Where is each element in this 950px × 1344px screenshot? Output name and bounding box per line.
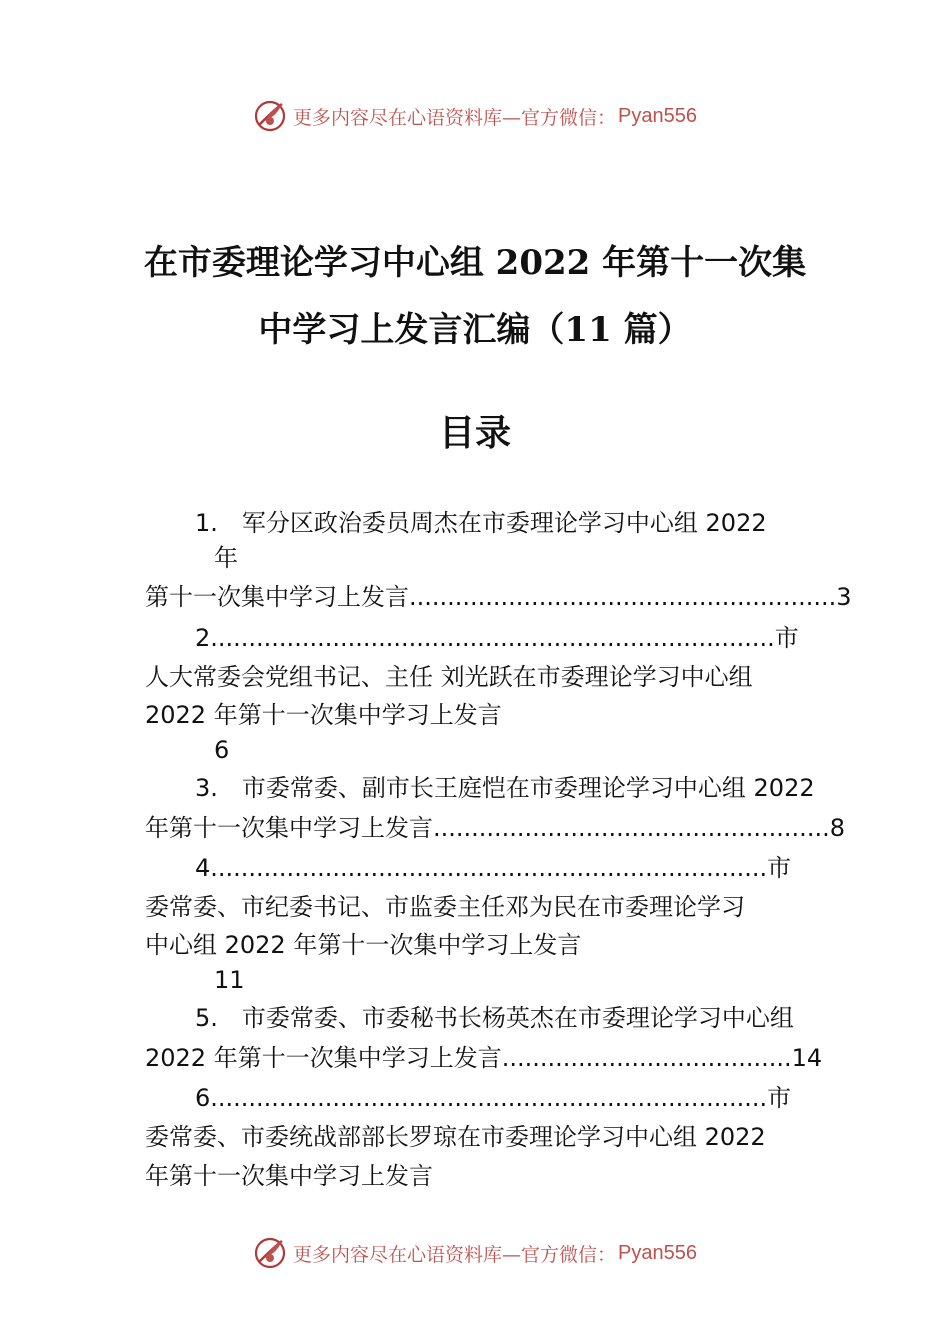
header-banner [0,96,950,136]
toc-line: 委常委、市纪委书记、市监委主任邓为民在市委理论学习 [145,893,745,921]
wechat-handle: Pyan556 [618,104,697,127]
banner-text: 更多内容尽在心语资料库—官方微信： [293,1243,617,1266]
toc-line: 6 [214,736,230,764]
toc-line: 11 [214,966,245,994]
document-title-line-1: 在市委理论学习中心组 2022 年第十一次集 [143,243,807,283]
footer-banner [0,1233,950,1273]
toc-line: 6.........................................................................市 [195,1084,792,1112]
toc-line: 5. 市委常委、市委秘书长杨英杰在市委理论学习中心组 [195,1004,794,1032]
toc-line: 年第十一次集中学习上发言 [145,1162,433,1190]
toc-line: 2..........................................................................市 [195,624,799,652]
toc-line: 中心组 2022 年第十一次集中学习上发言 [145,931,582,959]
document-title-line-2: 中学习上发言汇编（11 篇） [258,310,692,350]
toc-line: 年 [214,544,238,572]
toc-heading: 目录 [438,412,511,454]
toc-line: 年第十一次集中学习上发言....................................................8 [145,814,845,842]
wechat-handle: Pyan556 [618,1241,697,1264]
toc-line: 4.........................................................................市 [195,854,792,882]
banner-text: 更多内容尽在心语资料库—官方微信： [293,106,617,129]
toc-line: 2022 年第十一次集中学习上发言......................................14 [145,1044,823,1072]
toc-line: 1. 军分区政治委员周杰在市委理论学习中心组 2022 [195,509,767,537]
feather-logo-icon [253,99,287,133]
feather-logo-icon [253,1236,287,1270]
toc-line: 人大常委会党组书记、主任 刘光跃在市委理论学习中心组 [145,663,753,691]
toc-line: 委常委、市委统战部部长罗琼在市委理论学习中心组 2022 [145,1123,766,1151]
toc-line: 2022 年第十一次集中学习上发言 [145,701,502,729]
toc-line: 3. 市委常委、副市长王庭恺在市委理论学习中心组 2022 [195,774,815,802]
toc-line: 第十一次集中学习上发言........................................................3 [145,583,852,611]
